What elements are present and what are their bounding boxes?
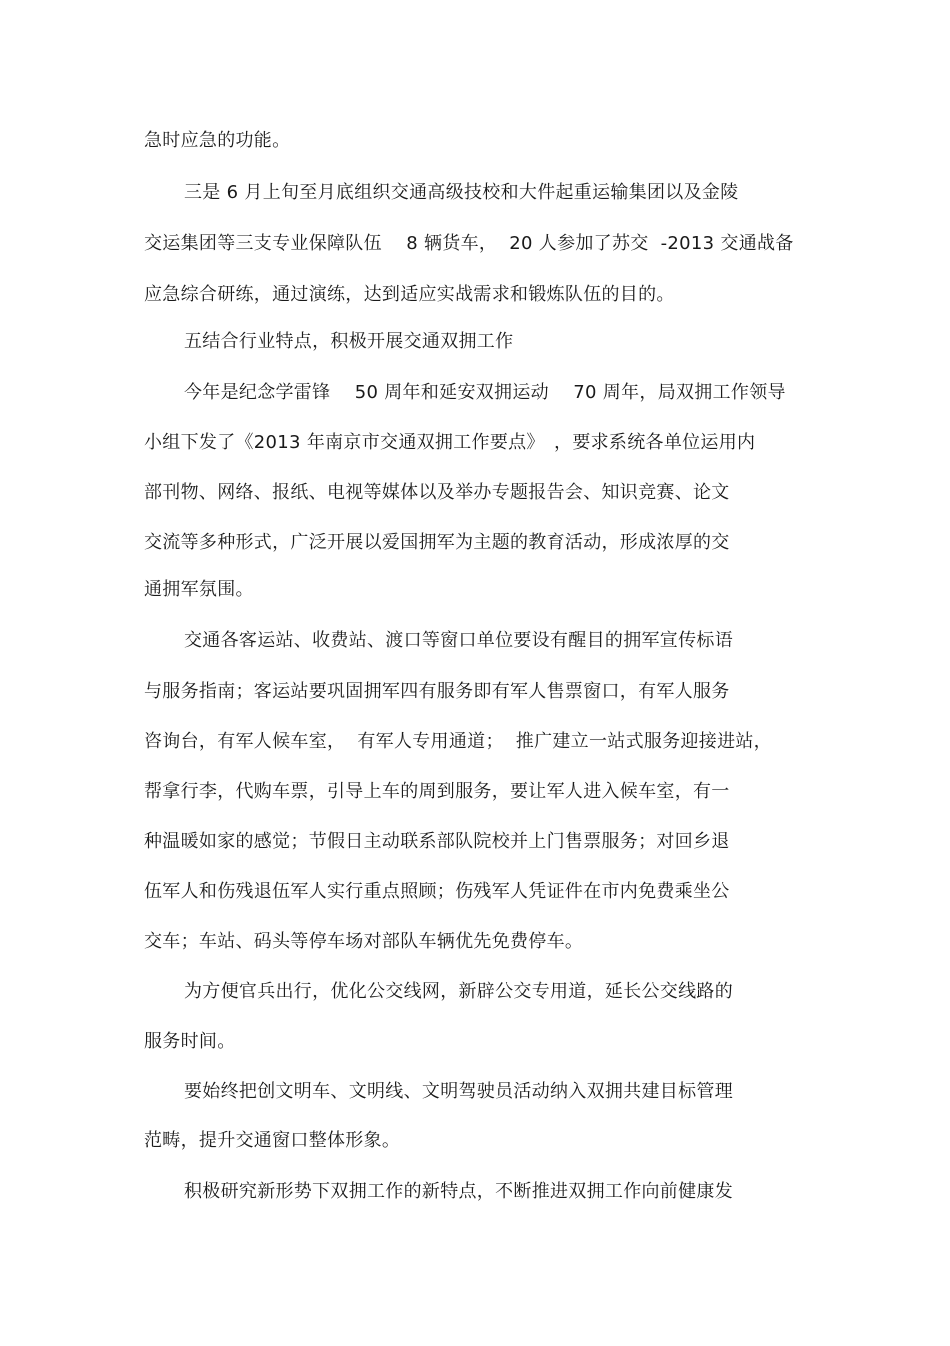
text-line: 服务时间。 xyxy=(144,1031,236,1052)
paragraph-start-line: 今年是纪念学雷锋 50 周年和延安双拥运动 70 周年，局双拥工作领导 xyxy=(184,382,786,403)
text-line: 应急综合研练，通过演练，达到适应实战需求和锻炼队伍的目的。 xyxy=(144,284,675,305)
text-line: 部刊物、网络、报纸、电视等媒体以及举办专题报告会、知识竞赛、论文 xyxy=(144,482,730,503)
text-line: 小组下发了《2013 年南京市交通双拥工作要点》 ，要求系统各单位运用内 xyxy=(144,432,756,453)
paragraph-start-line: 要始终把创文明车、文明线、文明驾驶员活动纳入双拥共建目标管理 xyxy=(184,1081,733,1102)
paragraph-start-line: 三是 6 月上旬至月底组织交通高级技校和大件起重运输集团以及金陵 xyxy=(184,182,739,203)
text-line: 交车；车站、码头等停车场对部队车辆优先免费停车。 xyxy=(144,931,584,952)
text-line: 种温暖如家的感觉；节假日主动联系部队院校并上门售票服务；对回乡退 xyxy=(144,831,730,852)
text-line: 交流等多种形式，广泛开展以爱国拥军为主题的教育活动，形成浓厚的交 xyxy=(144,532,730,553)
paragraph-start-line: 积极研究新形势下双拥工作的新特点，不断推进双拥工作向前健康发 xyxy=(184,1181,733,1202)
text-line: 交运集团等三支专业保障队伍 8 辆货车， 20 人参加了苏交 -2013 交通战备 xyxy=(144,233,794,254)
text-line: 范畴，提升交通窗口整体形象。 xyxy=(144,1130,401,1151)
text-line: 急时应急的功能。 xyxy=(144,130,291,151)
paragraph-start-line: 交通各客运站、收费站、渡口等窗口单位要设有醒目的拥军宣传标语 xyxy=(184,630,733,651)
paragraph-start-line: 为方便官兵出行，优化公交线网，新辟公交专用道，延长公交线路的 xyxy=(184,981,733,1002)
section-heading: 五结合行业特点，积极开展交通双拥工作 xyxy=(184,331,514,352)
text-line: 通拥军氛围。 xyxy=(144,579,254,600)
text-line: 咨询台，有军人候车室， 有军人专用通道； 推广建立一站式服务迎接进站， xyxy=(144,731,772,752)
text-line: 与服务指南；客运站要巩固拥军四有服务即有军人售票窗口，有军人服务 xyxy=(144,681,730,702)
text-line: 帮拿行李，代购车票，引导上车的周到服务，要让军人进入候车室，有一 xyxy=(144,781,730,802)
text-line: 伍军人和伤残退伍军人实行重点照顾；伤残军人凭证件在市内免费乘坐公 xyxy=(144,881,730,902)
